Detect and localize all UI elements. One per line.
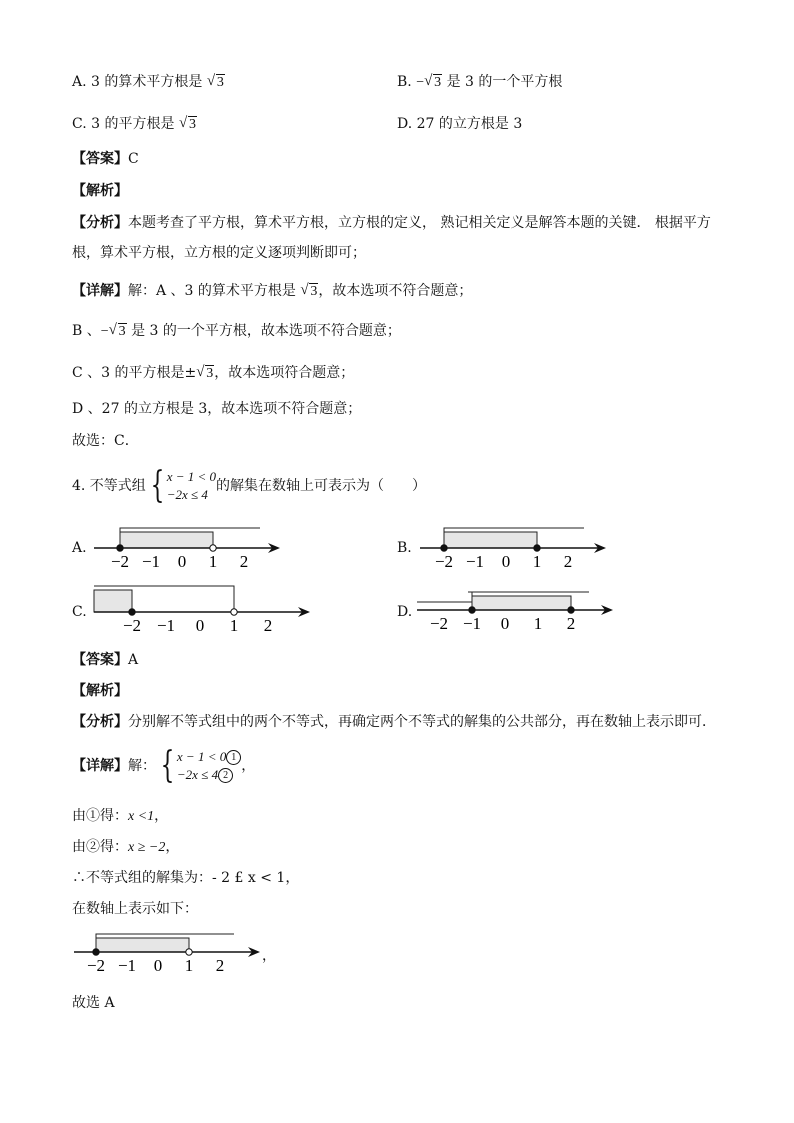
radicand: 3: [118, 324, 126, 339]
q3-detail-a: [72, 281, 472, 302]
tick-label: 2: [566, 614, 576, 633]
fenxi-text: 本题考查了平方根，算术平方根，立方根的定义， 熟记相关定义是解答本题的关键． 根据平方: [128, 215, 711, 231]
inequality-row-2: −2x ≤ 4: [166, 487, 208, 502]
tick-label: 1: [184, 956, 194, 975]
inequality-system: { x − 1 < 0 1 −2x ≤ 4 2: [156, 748, 241, 784]
q3-fenxi-line2: [72, 243, 366, 263]
solution-shading: [472, 596, 571, 610]
sqrt-expression: √ 3: [108, 322, 126, 339]
option-c: [72, 114, 197, 135]
hollow-dot: [210, 545, 216, 551]
option-d-text: D. 27 的立方根是 3: [397, 116, 523, 132]
option-d: [397, 114, 522, 134]
inequality-row-2: −2x ≤ 4: [176, 767, 219, 782]
q4-option-a-label: [72, 538, 87, 558]
tick-label: 1: [533, 614, 543, 633]
answer-tag: 【答案】: [72, 151, 128, 167]
choose-text: 故选 A: [72, 995, 115, 1011]
solution-shading: [96, 938, 189, 952]
solution-comma: [262, 946, 276, 966]
detail-text: ，故本选项不符合题意；: [318, 283, 473, 299]
tick-label: −1: [156, 616, 176, 635]
answer-value: C: [128, 151, 139, 167]
q4-option-c-label: [72, 602, 87, 622]
q4-analysis-tag: [72, 681, 128, 701]
inequality-row-1: x − 1 < 0: [166, 469, 217, 484]
option-a-text: A. 3 的算术平方根是: [72, 74, 203, 90]
tick-label: 0: [195, 616, 205, 635]
sqrt-expression: √ 3: [196, 364, 214, 381]
option-label: C.: [72, 604, 87, 620]
q4-step2: [72, 837, 179, 858]
q4-option-b-label: [397, 538, 412, 558]
solid-dot: [93, 949, 99, 955]
option-a: [72, 72, 225, 93]
q3-detail-d: [72, 399, 361, 419]
option-b-text: 是 3 的一个平方根: [446, 74, 563, 90]
number-line-solution: [72, 926, 262, 974]
tick-label: 1: [532, 552, 542, 571]
tick-label: 1: [208, 552, 218, 571]
inequality-system: { x − 1 < 0 −2x ≤ 4: [150, 465, 217, 506]
q4-answer: [72, 650, 138, 670]
q3-detail-b: B 、− √ 3 是 3 的一个平方根，故本选项不符合题意；: [72, 321, 401, 342]
inequality-row-1: x − 1 < 0: [176, 749, 227, 764]
q4-step1: [72, 806, 168, 827]
radicand: 3: [206, 366, 214, 381]
answer-tag: 【答案】: [72, 652, 128, 668]
solution-shading: [444, 532, 537, 548]
detail-text: D 、27 的立方根是 3，故本选项不符合题意；: [72, 401, 362, 417]
step-text: 由②得：: [72, 839, 128, 855]
fenxi-tag: 【分析】: [72, 714, 128, 730]
tick-label: 2: [563, 552, 573, 571]
step-math: x <1: [128, 809, 155, 824]
analysis-tag: 【解析】: [72, 683, 128, 699]
detail-text: 是 3 的一个平方根，故本选项不符合题意；: [131, 323, 401, 339]
tick-label: 2: [239, 552, 249, 571]
solid-dot: [441, 545, 447, 551]
q4-stem-post: 的解集在数轴上可表示为（ ）: [216, 478, 427, 494]
q4-option-d-label: [397, 602, 412, 622]
detail-text: 解：A 、3 的算术平方根是: [128, 283, 296, 299]
tick-label: 0: [501, 552, 511, 571]
circled-number: 2: [218, 768, 233, 783]
tick-label: 0: [177, 552, 187, 571]
radicand: 3: [434, 75, 442, 90]
tick-label: −2: [86, 956, 106, 975]
hollow-dot: [186, 949, 192, 955]
solid-dot: [534, 545, 540, 551]
tick-label: 2: [263, 616, 273, 635]
circled-number: 1: [226, 750, 241, 765]
option-label: A.: [72, 540, 87, 556]
solution-shading: [120, 532, 213, 548]
solid-dot: [129, 609, 135, 615]
option-b-prefix: B.: [397, 74, 412, 90]
tick-label: −2: [110, 552, 130, 571]
fenxi-text: 根，算术平方根，立方根的定义逐项判断即可；: [72, 245, 366, 261]
option-label: B.: [397, 540, 412, 556]
q4-detail: [72, 746, 255, 786]
number-line-a: [92, 522, 282, 572]
fenxi-text: 分别解不等式组中的两个不等式，再确定两个不等式的解集的公共部分，再在数轴上表示即可．: [128, 714, 716, 730]
step-text: ，: [154, 808, 169, 824]
fenxi-tag: 【分析】: [72, 215, 128, 231]
comma: ，: [262, 948, 276, 964]
tick-label: 0: [500, 614, 510, 633]
tick-label: −2: [434, 552, 454, 571]
q4-stem: [72, 466, 426, 506]
step-text: ∴不等式组的解集为：- 2 £ x < 1，: [72, 870, 300, 886]
step-text: 在数轴上表示如下：: [72, 901, 198, 917]
step-math: x ≥ −2: [128, 840, 166, 855]
analysis-tag: 【解析】: [72, 183, 128, 199]
solution-shading: [94, 590, 132, 612]
detail-tag: 【详解】: [72, 758, 128, 774]
detail-tag: 【详解】: [72, 283, 128, 299]
detail-text: B 、: [72, 323, 101, 339]
radicand: 3: [188, 117, 196, 132]
number-line-d: [415, 588, 615, 634]
q3-answer: [72, 149, 139, 169]
solid-dot: [117, 545, 123, 551]
detail-text: C 、3 的平方根是±: [72, 365, 197, 381]
tick-label: 2: [215, 956, 225, 975]
q3-detail-c: [72, 363, 354, 384]
detail-text: 解：: [128, 758, 156, 774]
answer-value: A: [128, 652, 139, 668]
number-line-c: [92, 582, 312, 634]
tick-label: 0: [153, 956, 163, 975]
radicand: 3: [216, 75, 224, 90]
q4-choose: [72, 993, 115, 1013]
q3-choose: [72, 431, 139, 451]
q4-stem-pre: 4. 不等式组: [72, 478, 146, 494]
hollow-dot: [231, 609, 237, 615]
number-line-b: [418, 522, 608, 572]
q4-fenxi: [72, 712, 716, 732]
option-label: D.: [397, 604, 413, 620]
q4-step4: [72, 899, 198, 919]
option-b: B. − √ 3 是 3 的一个平方根: [397, 72, 562, 93]
solid-dot: [469, 607, 475, 613]
detail-text: ，故本选项符合题意；: [214, 365, 355, 381]
q4-step3: [72, 868, 299, 888]
tick-label: −1: [462, 614, 482, 633]
tick-label: −1: [141, 552, 161, 571]
step-text: ，: [165, 839, 180, 855]
tick-label: −1: [465, 552, 485, 571]
tick-label: −2: [122, 616, 142, 635]
tick-label: −1: [117, 956, 137, 975]
sqrt-expression: √ 3: [424, 73, 442, 90]
q3-fenxi-line1: [72, 213, 711, 233]
sqrt-expression: √ 3: [300, 282, 318, 299]
solid-dot: [568, 607, 574, 613]
radicand: 3: [310, 284, 318, 299]
tick-label: 1: [229, 616, 239, 635]
detail-text: ，: [241, 758, 256, 774]
sqrt-expression: √ 3: [178, 115, 196, 132]
option-c-text: C. 3 的平方根是: [72, 116, 175, 132]
choose-text: 故选：C．: [72, 433, 139, 449]
sqrt-expression: √ 3: [206, 73, 224, 90]
step-text: 由①得：: [72, 808, 128, 824]
tick-label: −2: [429, 614, 449, 633]
q3-analysis-tag: [72, 181, 128, 201]
